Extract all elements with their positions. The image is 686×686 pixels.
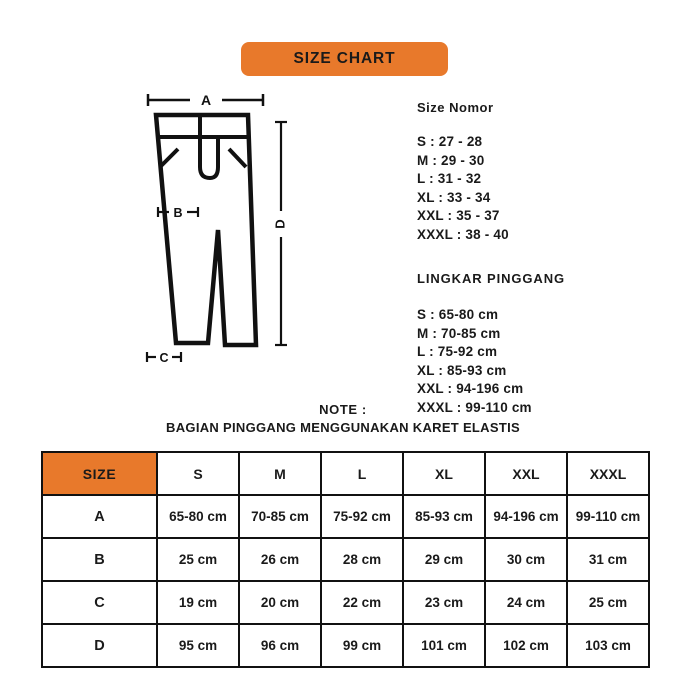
cell-b-m: 26 cm (239, 538, 321, 581)
cell-c-m: 20 cm (239, 581, 321, 624)
fly-detail (200, 137, 218, 178)
table-row (42, 538, 649, 581)
cell-d-m: 96 cm (239, 624, 321, 667)
cell-c-xl: 23 cm (403, 581, 485, 624)
table-header-s: S (157, 452, 239, 495)
cell-a-s: 65-80 cm (157, 495, 239, 538)
row-label-d: D (42, 624, 157, 667)
note-body: BAGIAN PINGGANG MENGGUNAKAN KARET ELASTIS (166, 420, 520, 435)
list-item: XXL : 94-196 cm (417, 381, 524, 396)
list-item: XL : 33 - 34 (417, 189, 491, 205)
right-pocket-line (229, 149, 246, 167)
cell-d-s: 95 cm (157, 624, 239, 667)
cell-b-xxl: 30 cm (485, 538, 567, 581)
dimension-d-group (275, 122, 287, 345)
table-header-row (42, 452, 649, 495)
list-item: M : 70-85 cm (417, 325, 501, 341)
cell-d-xxl: 102 cm (485, 624, 567, 667)
list-item: XXL : 35 - 37 (417, 208, 500, 223)
cell-a-xl: 85-93 cm (403, 495, 485, 538)
left-pocket-line (160, 149, 178, 167)
table-row (42, 581, 649, 624)
cell-a-m: 70-85 cm (239, 495, 321, 538)
cell-b-xxxl: 31 cm (567, 538, 649, 581)
cell-d-xl: 101 cm (403, 624, 485, 667)
dimension-d-label: D (272, 219, 288, 229)
waist-circumference-block (417, 271, 637, 417)
table-row (42, 495, 649, 538)
list-item: L : 31 - 32 (417, 171, 482, 186)
row-label-b: B (42, 538, 157, 581)
size-chart-header-badge (241, 42, 448, 76)
table-row (42, 624, 649, 667)
list-item: XXXL : 99-110 cm (417, 399, 532, 415)
cell-c-xxl: 24 cm (485, 581, 567, 624)
table-header-size: SIZE (42, 452, 157, 495)
size-number-heading: Size Nomor (417, 100, 494, 115)
note-title: NOTE : (319, 402, 367, 417)
list-item: S : 65-80 cm (417, 307, 499, 322)
row-label-c: C (42, 581, 157, 624)
size-number-list (417, 133, 637, 244)
waist-circumference-heading: LINGKAR PINGGANG (417, 271, 566, 286)
cell-a-xxl: 94-196 cm (485, 495, 567, 538)
table-header-m: M (239, 452, 321, 495)
cell-a-l: 75-92 cm (321, 495, 403, 538)
size-info-column (417, 100, 637, 417)
table-header-xxl: XXL (485, 452, 567, 495)
table-header-xl: XL (403, 452, 485, 495)
list-item: S : 27 - 28 (417, 134, 483, 149)
cell-d-l: 99 cm (321, 624, 403, 667)
cell-c-s: 19 cm (157, 581, 239, 624)
list-item: L : 75-92 cm (417, 344, 498, 359)
cell-c-l: 22 cm (321, 581, 403, 624)
table-header-l: L (321, 452, 403, 495)
pants-outline (156, 115, 256, 345)
cell-d-xxxl: 103 cm (567, 624, 649, 667)
cell-c-xxxl: 25 cm (567, 581, 649, 624)
page-title: SIZE CHART (293, 50, 396, 67)
cell-a-xxxl: 99-110 cm (567, 495, 649, 538)
note-block (0, 401, 686, 437)
pants-diagram-svg (130, 85, 305, 375)
cell-b-s: 25 cm (157, 538, 239, 581)
size-number-block (417, 100, 637, 244)
dimension-c-label: C (159, 351, 169, 365)
dimension-b-label: B (173, 206, 183, 220)
cell-b-l: 28 cm (321, 538, 403, 581)
size-table (41, 451, 650, 668)
list-item: XL : 85-93 cm (417, 362, 507, 378)
cell-b-xl: 29 cm (403, 538, 485, 581)
pants-measurement-diagram (130, 85, 305, 375)
row-label-a: A (42, 495, 157, 538)
list-item: M : 29 - 30 (417, 152, 485, 168)
list-item: XXXL : 38 - 40 (417, 226, 509, 242)
dimension-a-label: A (200, 92, 212, 108)
table-header-xxxl: XXXL (567, 452, 649, 495)
